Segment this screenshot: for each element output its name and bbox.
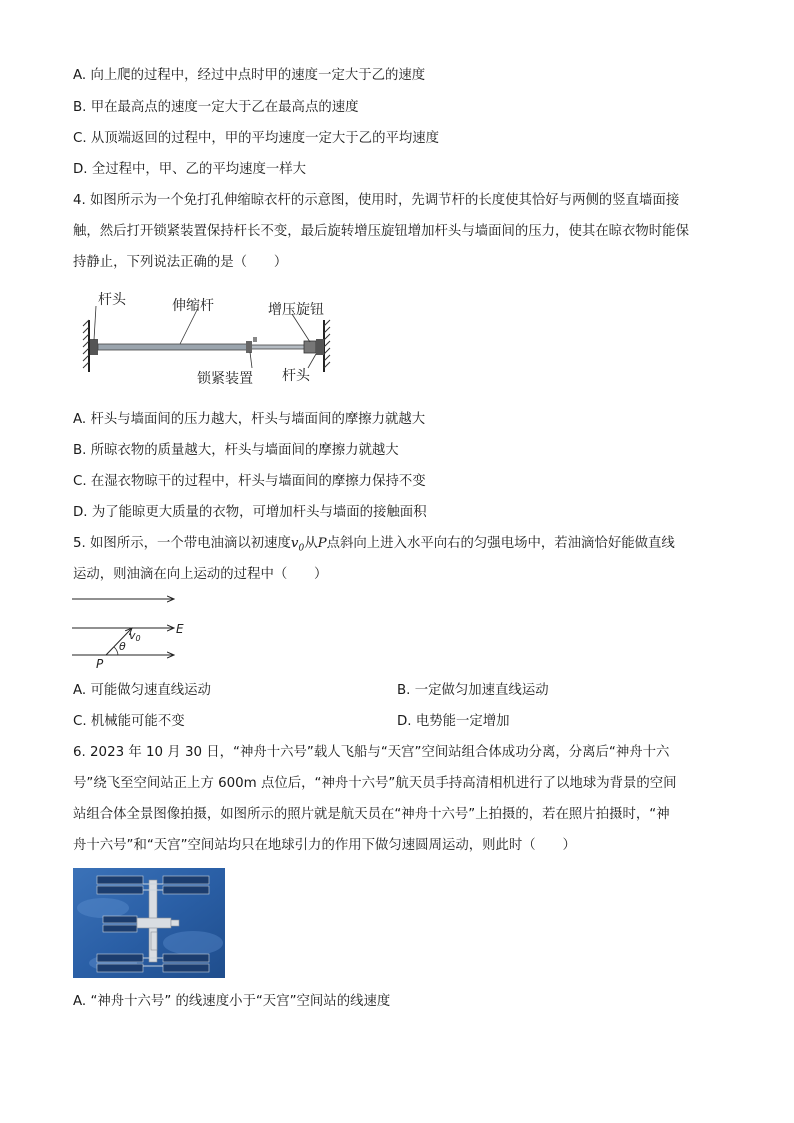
q5-option-c: C. 机械能可能不变 <box>73 714 185 729</box>
q3-option-a: A. 向上爬的过程中，经过中点时甲的速度一定大于乙的速度 <box>73 68 426 83</box>
q5-stem-line2: 运动，则油滴在向上运动的过程中（ ） <box>73 567 328 582</box>
lock-device <box>246 341 252 353</box>
pressure-knob <box>304 341 316 353</box>
right-rod-head <box>316 339 324 355</box>
q4-stem-line2: 触，然后打开锁紧装置保持杆长不变，最后旋转增压旋钮增加杆头与墙面间的压力，使其在晾衣物时能保 <box>73 224 689 239</box>
label-rod-head-left: 杆头 <box>98 292 126 308</box>
left-rod-head <box>90 339 98 355</box>
q4-option-c: C. 在湿衣物晾干的过程中，杆头与墙面间的摩擦力保持不变 <box>73 474 426 489</box>
q4-stem-line1: 4. 如图所示为一个免打孔伸缩晾衣杆的示意图，使用时，先调节杆的长度使其恰好与两侧的竖直墙面接 <box>73 193 680 208</box>
label-p: P <box>96 657 104 671</box>
q6-stem-line2: 号”绕飞至空间站正上方 600m 点位后，“神舟十六号”航天员手持高清相机进行了以地球为背景的空间 <box>73 776 677 791</box>
q6-stem-line1: 6. 2023 年 10 月 30 日，“神舟十六号”载人飞船与“天宫”空间站组合体成功分离，分离后“神舟十六 <box>73 745 670 760</box>
q4-option-d: D. 为了能晾更大质量的衣物，可增加杆头与墙面的接触面积 <box>73 505 427 520</box>
q3-option-b: B. 甲在最高点的速度一定大于乙在最高点的速度 <box>73 100 359 115</box>
telescopic-rod-inner <box>248 345 306 349</box>
q5-option-a: A. 可能做匀速直线运动 <box>73 683 211 698</box>
electric-field-figure <box>70 592 200 672</box>
q6-stem-line3: 站组合体全景图像拍摄，如图所示的照片就是航天员在“神舟十六号”上拍摄的，若在照片拍摄时，“神 <box>73 807 670 822</box>
q4-stem-line3: 持静止，下列说法正确的是（ ） <box>73 255 288 270</box>
clothes-rod-figure <box>80 286 350 390</box>
label-rod-head-right: 杆头 <box>282 368 310 384</box>
theta-arc <box>114 647 118 655</box>
q6-stem-line4: 舟十六号”和“天宫”空间站均只在地球引力的作用下做匀速圆周运动，则此时（ ） <box>73 838 576 853</box>
q6-option-a: A. “神舟十六号” 的线速度小于“天宫”空间站的线速度 <box>73 994 391 1009</box>
label-pressure-knob: 增压旋钮 <box>268 302 324 318</box>
q5-stem-line1: 5. 如图所示，一个带电油滴以初速度$v_0$从P点斜向上进入水平向右的匀强电场中，若油滴恰好能做直线 <box>73 536 675 554</box>
q4-option-a: A. 杆头与墙面间的压力越大，杆头与墙面间的摩擦力就越大 <box>73 412 426 427</box>
label-lock-device: 锁紧装置 <box>197 371 253 387</box>
q5-option-b: B. 一定做匀加速直线运动 <box>397 683 549 698</box>
q4-option-b: B. 所晾衣物的质量越大，杆头与墙面间的摩擦力就越大 <box>73 443 399 458</box>
v0-symbol: $v_0$ <box>290 536 305 554</box>
label-telescopic-rod: 伸缩杆 <box>172 298 214 314</box>
label-e: E <box>176 622 184 636</box>
space-station-photo <box>73 868 225 978</box>
q5-option-d: D. 电势能一定增加 <box>397 714 510 729</box>
q3-option-c: C. 从顶端返回的过程中，甲的平均速度一定大于乙的平均速度 <box>73 131 440 146</box>
q3-option-d: D. 全过程中，甲、乙的平均速度一样大 <box>73 162 307 177</box>
point-p-symbol: P <box>317 536 327 551</box>
telescopic-rod-outer <box>98 344 248 350</box>
label-theta: θ <box>119 640 126 653</box>
label-v0: v0 <box>129 629 141 643</box>
